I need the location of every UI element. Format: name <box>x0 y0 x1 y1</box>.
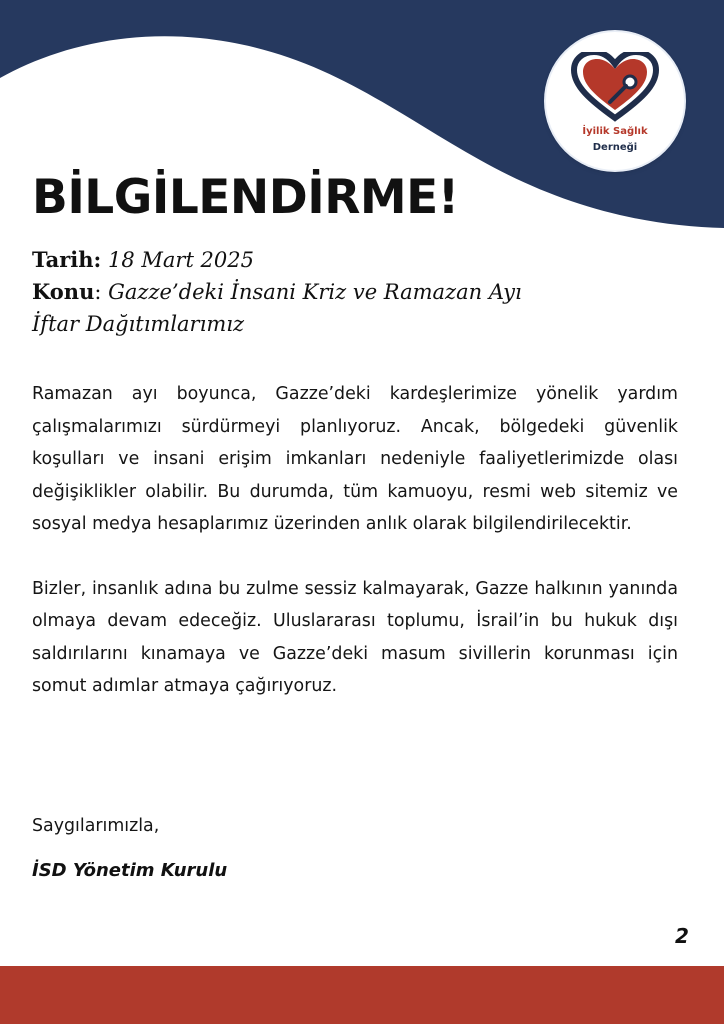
subject-label: Konu <box>32 279 95 304</box>
organization-logo <box>546 32 684 170</box>
heart-logo-icon <box>570 52 660 124</box>
logo-text-line1: İyilik Sağlık <box>582 126 648 137</box>
signature: İSD Yönetim Kurulu <box>32 860 228 881</box>
announcement-body <box>32 378 678 735</box>
page-title: BİLGİLENDİRME! <box>32 170 459 225</box>
subject-value-line2: İftar Dağıtımlarımız <box>32 312 245 336</box>
subject-line <box>32 276 672 308</box>
subject-line-2 <box>32 308 672 340</box>
page-number: 2 <box>675 924 689 948</box>
body-paragraph-1: Ramazan ayı boyunca, Gazze’deki kardeşlerimize yönelik yardım çalışmalarımızı sürdürmeyi planlıyoruz. Ancak, bölgedeki güvenlik koşulları ve insani erişim imkanları nedeniyle faaliyetlerimizde olası değişiklikler olabilir. Bu durumda, tüm kamuoyu, resmi web sitemiz ve sosyal medya hesaplarımız üzerinden anlık olarak bilgilendirilecektir. <box>32 384 678 534</box>
logo-text-line2: Derneği <box>592 142 638 153</box>
body-paragraph-2: Bizler, insanlık adına bu zulme sessiz kalmayarak, Gazze halkının yanında olmaya devam edeceğiz. Uluslararası toplumu, İsrail’in bu hukuk dışı saldırılarını kınamaya ve Gazze’deki masum sivillerin korunması için somut adımlar atmaya çağırıyoruz. <box>32 578 678 696</box>
date-value: 18 Mart 2025 <box>107 248 254 272</box>
subject-separator: : <box>94 280 102 304</box>
subject-value-line1: Gazze’deki İnsani Kriz ve Ramazan Ayı <box>108 280 522 304</box>
footer-bar <box>0 966 724 1024</box>
date-label: Tarih: <box>32 247 102 272</box>
closing-text: Saygılarımızla, <box>32 816 160 836</box>
document-meta <box>32 244 672 340</box>
date-line <box>32 244 672 276</box>
